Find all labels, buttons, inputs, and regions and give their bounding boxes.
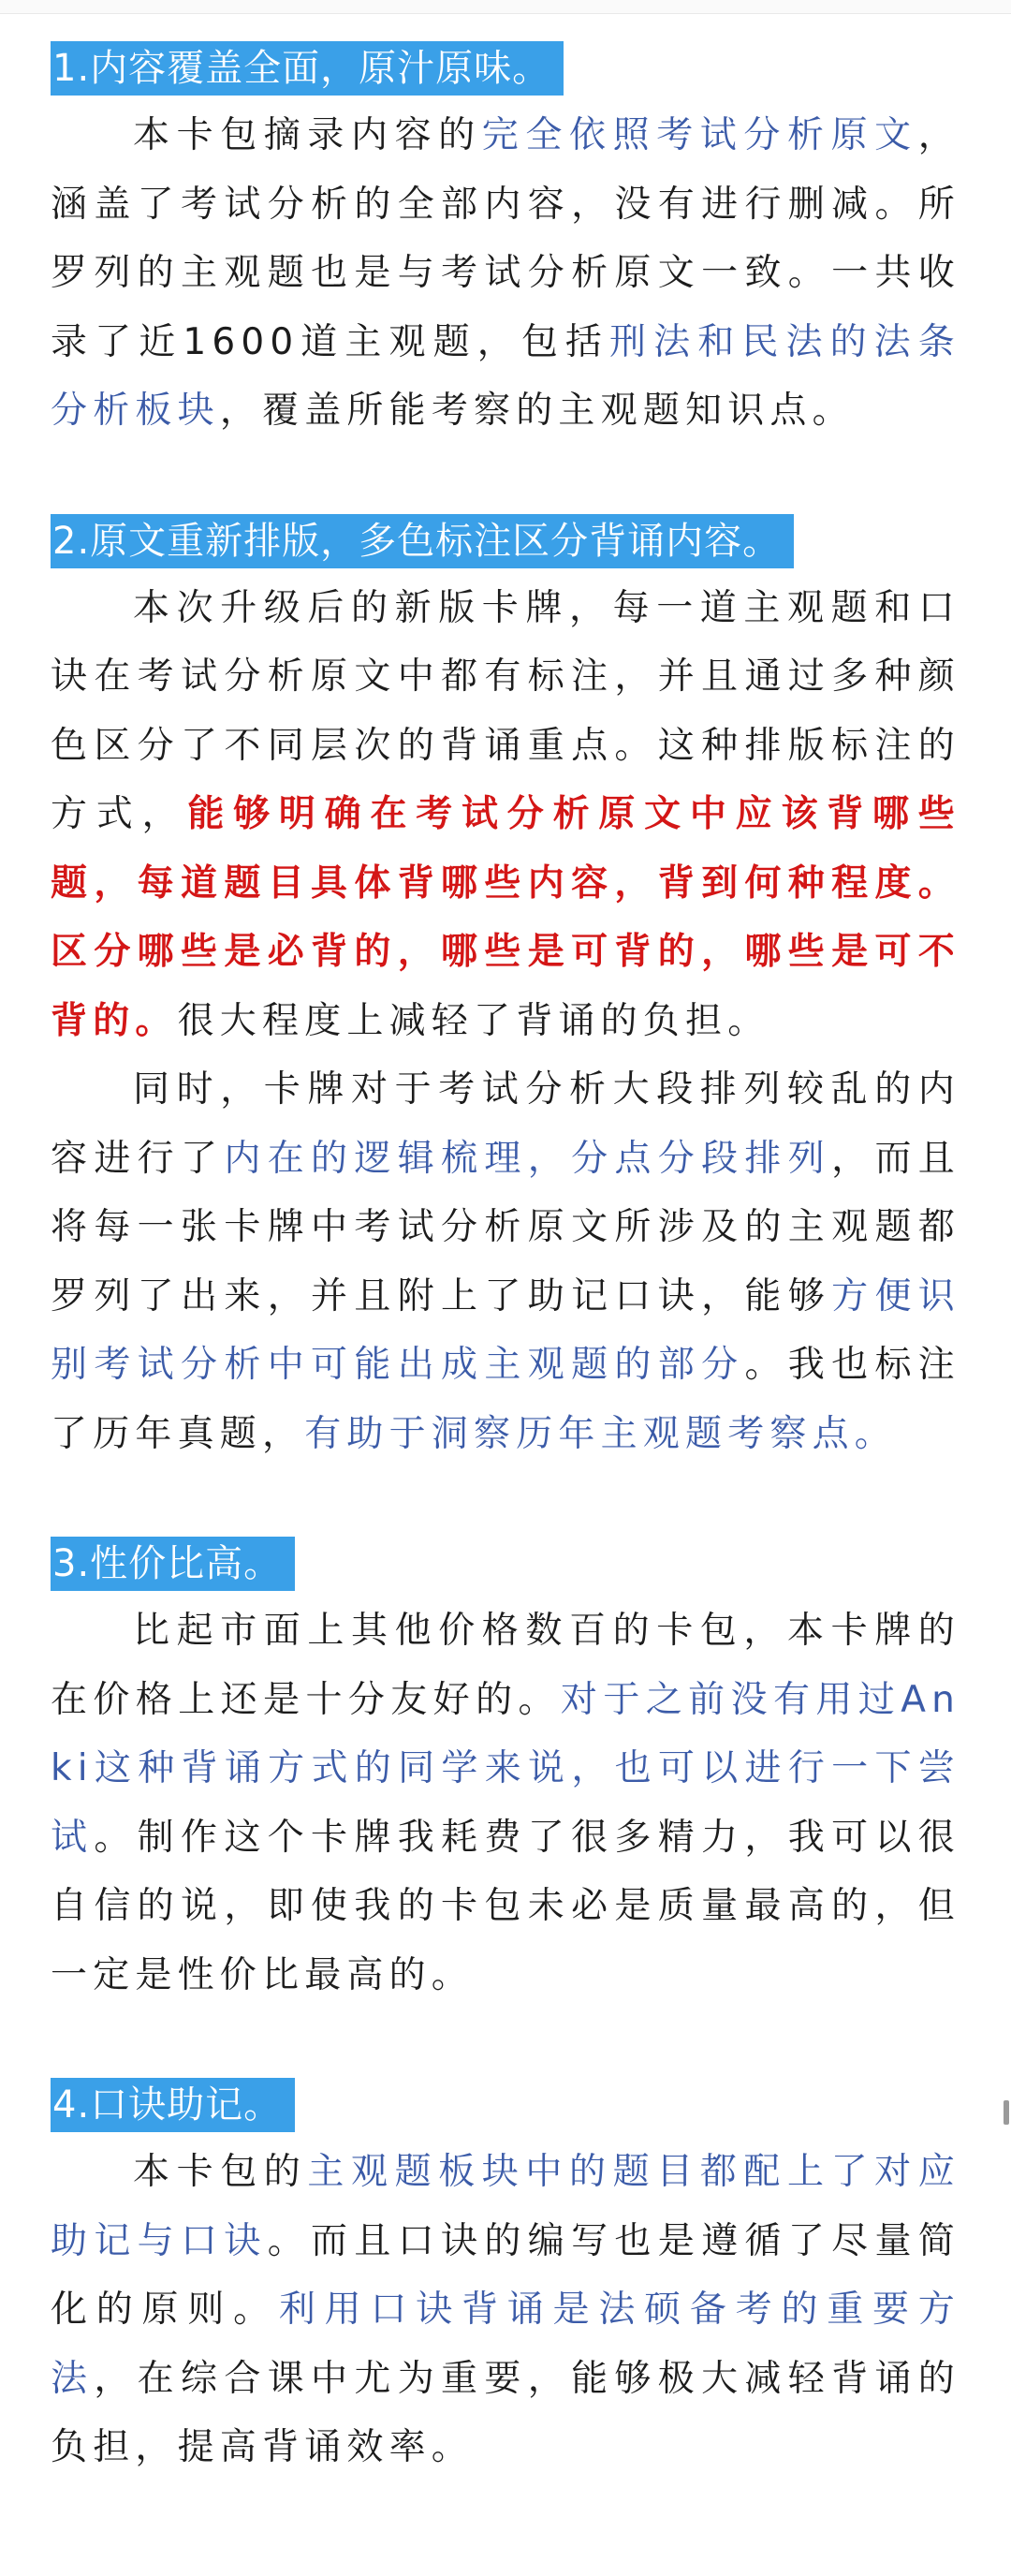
paragraph-text: ，在综合课中尤为重要，能够极大减轻背诵的负担，提高背诵效率。 bbox=[51, 2357, 960, 2468]
highlight-blue: 完全依照考试分析原文 bbox=[481, 114, 918, 156]
section-paragraph bbox=[51, 2138, 960, 2482]
paragraph-text: 很大程度上减轻了背诵的负担。 bbox=[177, 999, 770, 1042]
section-mnemonics bbox=[51, 2078, 960, 2482]
section-heading: 1.内容覆盖全面，原汁原味。 bbox=[51, 41, 564, 96]
paragraph-text: 本卡包摘录内容的 bbox=[133, 114, 482, 156]
section-layout bbox=[51, 514, 960, 1469]
section-coverage bbox=[51, 41, 960, 446]
paragraph-text: 。制作这个卡牌我耗费了很多精力，我可以很自信的说，即使我的卡包未必是质量最高的，但一定是性价比最高的。 bbox=[51, 1816, 960, 1996]
scrollbar-thumb[interactable] bbox=[1004, 2100, 1009, 2125]
section-value bbox=[51, 1537, 960, 2009]
section-paragraph bbox=[51, 1055, 960, 1468]
article-body bbox=[51, 41, 960, 2551]
section-paragraph bbox=[51, 574, 960, 1056]
paragraph-text: 同时，卡牌对于考试分析大段排列较乱的内容进行了 bbox=[51, 1068, 960, 1180]
section-paragraph bbox=[51, 101, 960, 446]
paragraph-text: 本次升级后的新版卡牌，每一道主观题和口诀在考试分析原文中都有标注，并且通过多种颜色区分了不同层次的背诵重点。这种排版标注的方式， bbox=[51, 586, 960, 835]
paragraph-text: ，而且将每一张卡牌中考试分析原文所涉及的主观题都罗列了出来，并且附上了助记口诀，能够 bbox=[51, 1137, 960, 1317]
paragraph-text: 。而且口诀的编写也是遵循了尽量简化的原则。 bbox=[51, 2219, 960, 2331]
section-heading: 4.口诀助记。 bbox=[51, 2078, 295, 2132]
highlight-blue: 方便识别考试分析中可能出成主观题的部分 bbox=[51, 1274, 960, 1386]
highlight-blue: 内在的逻辑梳理，分点分段排列 bbox=[224, 1137, 832, 1180]
paragraph-text: ，涵盖了考试分析的全部内容，没有进行删减。所罗列的主观题也是与考试分析原文一致。一共收录了近1600道主观题，包括 bbox=[51, 114, 960, 363]
highlight-blue: 刑法和民法的法条分析板块 bbox=[51, 320, 960, 432]
highlight-blue: 利用口诀背诵是法硕备考的重要方法 bbox=[51, 2289, 960, 2400]
highlight-blue: 对于之前没有用过Anki这种背诵方式的同学来说，也可以进行一下尝试 bbox=[51, 1678, 960, 1859]
paragraph-text: 本卡包的 bbox=[133, 2151, 308, 2193]
paragraph-text: 。我也标注了历年真题， bbox=[51, 1344, 960, 1455]
highlight-blue: 有助于洞察历年主观题考察点。 bbox=[304, 1412, 898, 1455]
section-heading: 3.性价比高。 bbox=[51, 1537, 295, 1591]
paragraph-text: ，覆盖所能考察的主观题知识点。 bbox=[219, 390, 855, 432]
highlight-blue: 主观题板块中的题目都配上了对应助记与口诀 bbox=[51, 2151, 960, 2262]
paragraph-text: 比起市面上其他价格数百的卡包，本卡牌的在价格上还是十分友好的。 bbox=[51, 1610, 960, 1721]
top-divider bbox=[0, 0, 1011, 14]
highlight-red: 能够明确在考试分析原文中应该背哪些题，每道题目具体背哪些内容，背到何种程度。区分哪些是必背的，哪些是可背的，哪些是可不背的。 bbox=[51, 793, 960, 1042]
section-heading: 2.原文重新排版，多色标注区分背诵内容。 bbox=[51, 514, 794, 568]
section-paragraph bbox=[51, 1597, 960, 2009]
